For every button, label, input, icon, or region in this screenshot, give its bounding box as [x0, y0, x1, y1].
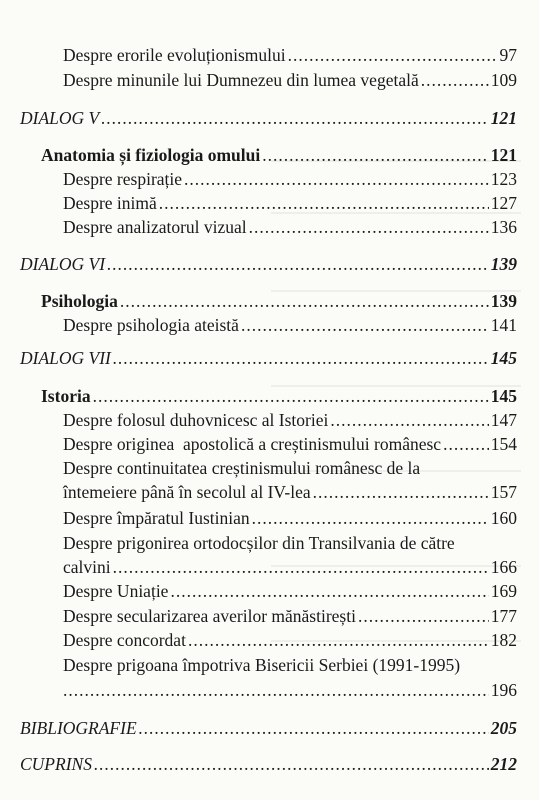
toc-entry-title: Despre originea apostolică a creștinismului românesc: [63, 434, 442, 454]
toc-entry-page: 139: [490, 291, 517, 311]
toc-entry-page: 123: [490, 169, 517, 189]
toc-entry-page: 169: [490, 581, 517, 601]
dot-leader: [188, 628, 489, 652]
dot-leader: [358, 604, 489, 628]
toc-entry-title: DIALOG V: [20, 108, 100, 128]
toc-section-heading[interactable]: [41, 143, 517, 167]
toc-entry-page: 121: [490, 108, 517, 128]
toc-entry-title-line: Despre prigonirea ortodocșilor din Transilvania de către: [63, 533, 455, 553]
toc-entry[interactable]: [63, 678, 517, 702]
toc-dialog-heading[interactable]: [20, 716, 517, 740]
toc-entry-page: 205: [490, 718, 517, 738]
toc-entry-title: calvini: [63, 557, 111, 577]
toc-entry-page: 127: [490, 193, 517, 213]
toc-entry[interactable]: [63, 506, 517, 530]
toc-entry-page: 145: [490, 386, 517, 406]
toc-dialog-heading[interactable]: [20, 752, 517, 776]
dot-leader: [113, 346, 489, 370]
dot-leader: [107, 252, 489, 276]
toc-entry-title: CUPRINS: [20, 754, 92, 774]
toc-entry-title: BIBLIOGRAFIE: [20, 718, 137, 738]
dot-leader: [443, 432, 489, 456]
toc-entry[interactable]: [63, 167, 517, 191]
toc-entry-page: 157: [490, 482, 517, 502]
toc-entry[interactable]: [63, 43, 517, 67]
toc-entry[interactable]: [63, 432, 517, 456]
dot-leader: [93, 384, 489, 408]
toc-entry-title: Despre analizatorul vizual: [63, 217, 247, 237]
dot-leader: [170, 579, 488, 603]
toc-entry-title: Despre concordat: [63, 630, 186, 650]
toc-entry-title: Despre psihologia ateistă: [63, 315, 239, 335]
toc-entry-title: Istoria: [41, 386, 91, 406]
dot-leader: [421, 68, 489, 92]
dot-leader: [313, 480, 489, 504]
dot-leader: [113, 555, 489, 579]
toc-entry[interactable]: [63, 68, 517, 92]
toc-entry[interactable]: [63, 480, 517, 504]
toc-entry-title: DIALOG VI: [20, 254, 106, 274]
toc-entry-title: Psihologia: [41, 291, 118, 311]
dot-leader: [249, 215, 489, 239]
dot-leader: [330, 408, 488, 432]
dot-leader: [184, 167, 489, 191]
toc-section-heading[interactable]: [41, 384, 517, 408]
dot-leader: [252, 506, 489, 530]
toc-entry-title: Despre Uniație: [63, 581, 169, 601]
toc-entry-page: 97: [499, 45, 517, 65]
toc-entry[interactable]: [63, 215, 517, 239]
dot-leader: [63, 678, 489, 702]
toc-entry-title: Despre respirație: [63, 169, 183, 189]
toc-entry-page: 121: [490, 145, 517, 165]
toc-entry-page: 154: [490, 434, 517, 454]
toc-entry[interactable]: [63, 555, 517, 579]
toc-entry-title-line: Despre prigoana împotriva Bisericii Serbiei (1991-1995): [63, 655, 461, 675]
toc-entry-page: 160: [490, 508, 517, 528]
toc-entry[interactable]: [63, 191, 517, 215]
toc-entry-page: 147: [490, 410, 517, 430]
dot-leader: [101, 106, 489, 130]
toc-entry-page: 109: [490, 70, 517, 90]
toc-entry-title: Despre inimă: [63, 193, 157, 213]
toc-entry-title-line: Despre continuitatea creștinismului românesc de la: [63, 458, 421, 478]
toc-entry-page: 141: [490, 315, 517, 335]
toc-entry[interactable]: [63, 628, 517, 652]
toc-section-heading[interactable]: [41, 289, 517, 313]
dot-leader: [159, 191, 489, 215]
toc-entry-title: întemeiere până în secolul al IV-lea: [63, 482, 311, 502]
toc-entry[interactable]: [63, 604, 517, 628]
toc-entry-title: Despre minunile lui Dumnezeu din lumea vegetală: [63, 70, 419, 90]
dot-leader: [241, 313, 489, 337]
toc-entry-page: 177: [490, 606, 517, 626]
dot-leader: [120, 289, 489, 313]
toc-entry-page: 136: [490, 217, 517, 237]
toc-dialog-heading[interactable]: [20, 252, 517, 276]
toc-entry-page: 182: [490, 630, 517, 650]
toc-entry-title: Despre erorile evoluționismului: [63, 45, 286, 65]
toc-entry-page: 196: [490, 680, 517, 700]
toc-entry-title: Despre secularizarea averilor mănăstirești: [63, 606, 356, 626]
toc-entry-page: 212: [490, 754, 517, 774]
dot-leader: [94, 752, 489, 776]
toc-dialog-heading[interactable]: [20, 346, 517, 370]
toc-entry[interactable]: [63, 313, 517, 337]
toc-dialog-heading[interactable]: [20, 106, 517, 130]
toc-entry-title: DIALOG VII: [20, 348, 111, 368]
dot-leader: [139, 716, 489, 740]
toc-entry[interactable]: [63, 408, 517, 432]
toc-entry[interactable]: [63, 579, 517, 603]
dot-leader: [288, 43, 498, 67]
toc-entry-page: 139: [490, 254, 517, 274]
dot-leader: [262, 143, 489, 167]
toc-entry-title: Despre împăratul Iustinian: [63, 508, 250, 528]
toc-entry-page: 166: [490, 557, 517, 577]
toc-entry-title: Despre folosul duhovnicesc al Istoriei: [63, 410, 329, 430]
toc-entry-title: Anatomia și fiziologia omului: [41, 145, 261, 165]
toc-entry-page: 145: [490, 348, 517, 368]
